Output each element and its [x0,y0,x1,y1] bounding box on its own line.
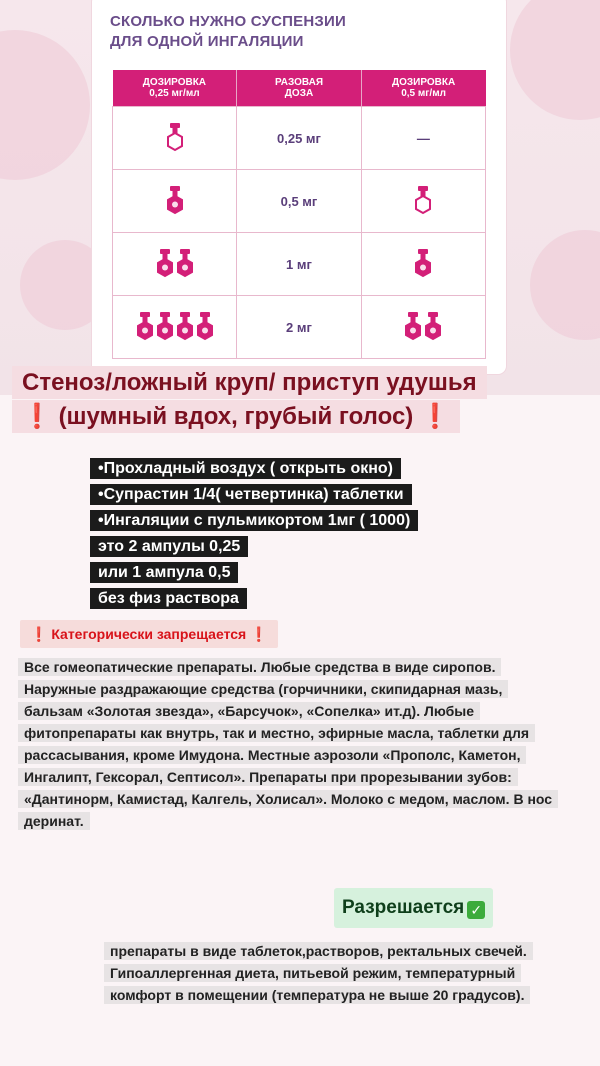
table-row [113,107,486,170]
dose-cell: 0,25 мг [237,107,361,170]
dosage-table [112,70,486,359]
headline-line-2: (шумный вдох, грубый голос) [58,403,414,430]
dose-cell: 0,5 мг [237,170,361,233]
ampules-05-cell: — [361,107,485,170]
instruction-line: •Ингаляции с пульмикортом 1мг ( 1000) [90,510,418,531]
ampules-05-cell [361,233,485,296]
instructions-box [90,456,418,612]
inhalation-table-photo [0,0,600,395]
dose-cell: 1 мг [237,233,361,296]
instruction-line: •Супрастин 1/4( четвертинка) таблетки [90,484,412,505]
card-title: СКОЛЬКО НУЖНО СУСПЕНЗИИ ДЛЯ ОДНОЙ ИНГАЛЯЦИИ [110,13,346,50]
ampules-025-cell [113,296,237,359]
ampule-icon [404,311,422,341]
table-header-row [113,70,486,107]
ampule-icon [414,248,432,278]
instruction-line: это 2 ампулы 0,25 [90,536,248,557]
ampules-05-cell [361,170,485,233]
checkmark-icon: ✓ [467,901,485,919]
table-row [113,296,486,359]
ampules-025-cell [113,233,237,296]
dosage-card [92,0,506,374]
headline-line-1: Стеноз/ложный круп/ приступ удушья [12,366,487,399]
ampule-icon [166,185,184,215]
instruction-line: без физ раствора [90,588,247,609]
dose-cell: 2 мг [237,296,361,359]
ampule-icon [176,248,194,278]
forbidden-label: ❗ Категорически запрещается ❗ [20,620,278,648]
ampule-icon [156,311,174,341]
ampules-05-cell [361,296,485,359]
header-dose-05: ДОЗИРОВКА 0,5 мг/мл [361,70,485,107]
ampule-icon [156,248,174,278]
exclamation-icon: ❗ [22,403,52,430]
table-row [113,170,486,233]
exclamation-icon: ❗ [419,403,450,430]
allowed-text [104,940,574,1006]
stenosis-headline [12,366,487,434]
header-dose-025: ДОЗИРОВКА 0,25 мг/мл [113,70,237,107]
ampule-icon [414,185,432,215]
allowed-label-text: Разрешается [342,897,465,918]
header-single-dose: РАЗОВАЯ ДОЗА [237,70,361,107]
ampule-icon [424,311,442,341]
ampules-025-cell [113,170,237,233]
ampule-icon [136,311,154,341]
forbidden-text [18,656,558,832]
ampule-icon [176,311,194,341]
allowed-label [334,888,493,928]
ampules-025-cell [113,107,237,170]
forbidden-text-body: Все гомеопатические препараты. Любые средства в виде сиропов. Наружные раздражающие средства (горчичники, скипидарная мазь, бальзам «Золотая звезда», «Барсучок», «Сопелка» ит.д). Любые фитопрепараты как внутрь, так и местно, эфирные масла, таблетки для рассасывания, кроме Имудона. Местные аэрозоли «Прополс, Каметон, Ингалипт, Гексорал, Септисол». Препараты при прорезывании зубов: «Дантинорм, Камистад, Калгель, Холисал». Молоко с медом, маслом. В нос деринат. [18,658,558,830]
instruction-line: или 1 ампула 0,5 [90,562,238,583]
allowed-text-body: препараты в виде таблеток,растворов, ректальных свечей. Гипоаллергенная диета, питьевой режим, температурный комфорт в помещении (температура не выше 20 градусов). [104,942,533,1004]
instruction-line: •Прохладный воздух ( открыть окно) [90,458,401,479]
table-row [113,233,486,296]
ampule-icon [166,122,184,152]
ampule-icon [196,311,214,341]
